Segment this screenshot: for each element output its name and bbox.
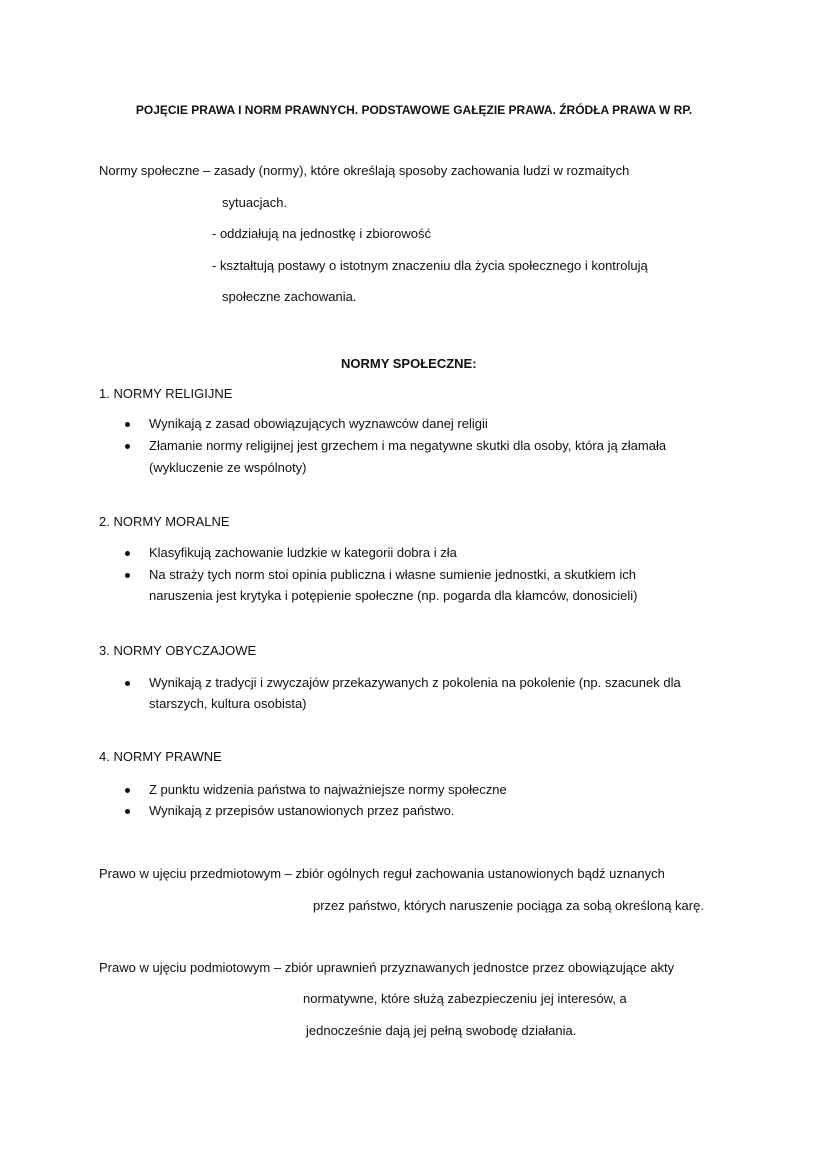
bullet-text: starszych, kultura osobista) bbox=[149, 696, 307, 711]
document-title: POJĘCIE PRAWA I NORM PRAWNYCH. PODSTAWOWE GAŁĘZIE PRAWA. ŹRÓDŁA PRAWA W RP. bbox=[135, 103, 693, 117]
subsection-heading: 2. NORMY MORALNE bbox=[99, 514, 230, 529]
subsection-heading: 3. NORMY OBYCZAJOWE bbox=[99, 643, 257, 658]
subsection-heading: 1. NORMY RELIGIJNE bbox=[99, 386, 233, 401]
definition-line: normatywne, które służą zabezpieczeniu jej interesów, a bbox=[303, 991, 627, 1006]
bullet-icon bbox=[125, 444, 130, 449]
bullet-text: naruszenia jest krytyka i potępienie społeczne (np. pogarda dla kłamców, donosicieli) bbox=[149, 588, 638, 603]
definition-line: Prawo w ujęciu przedmiotowym – zbiór ogólnych reguł zachowania ustanowionych bądź uznanych bbox=[99, 866, 665, 881]
bullet-text: Z punktu widzenia państwa to najważniejsze normy społeczne bbox=[149, 782, 507, 797]
bullet-text: Na straży tych norm stoi opinia publiczna i własne sumienie jednostki, a skutkiem ich bbox=[149, 567, 636, 582]
bullet-text: Złamanie normy religijnej jest grzechem i ma negatywne skutki dla osoby, która ją złamała bbox=[149, 438, 667, 453]
bullet-text: Wynikają z tradycji i zwyczajów przekazywanych z pokolenia na pokolenie (np. szacunek dla bbox=[149, 675, 681, 690]
bullet-icon bbox=[125, 809, 130, 814]
intro-line: sytuacjach. bbox=[222, 195, 288, 210]
bullet-text: (wykluczenie ze wspólnoty) bbox=[149, 460, 307, 475]
bullet-text: Klasyfikują zachowanie ludzkie w kategorii dobra i zła bbox=[149, 545, 457, 560]
bullet-text: Wynikają z zasad obowiązujących wyznawców danej religii bbox=[149, 416, 488, 431]
bullet-icon bbox=[125, 422, 130, 427]
bullet-text: Wynikają z przepisów ustanowionych przez państwo. bbox=[149, 803, 455, 818]
bullet-icon bbox=[125, 551, 130, 556]
intro-line: - oddziałują na jednostkę i zbiorowość bbox=[212, 226, 431, 241]
bullet-icon bbox=[125, 573, 130, 578]
intro-line: Normy społeczne – zasady (normy), które określają sposoby zachowania ludzi w rozmaitych bbox=[99, 163, 630, 178]
definition-line: jednocześnie dają jej pełną swobodę działania. bbox=[306, 1023, 577, 1038]
section-heading: NORMY SPOŁECZNE: bbox=[341, 356, 477, 371]
bullet-icon bbox=[125, 681, 130, 686]
intro-line: społeczne zachowania. bbox=[222, 289, 357, 304]
definition-line: przez państwo, których naruszenie pociąga za sobą określoną karę. bbox=[313, 898, 704, 913]
definition-line: Prawo w ujęciu podmiotowym – zbiór uprawnień przyznawanych jednostce przez obowiązujące akty bbox=[99, 960, 675, 975]
intro-line: - kształtują postawy o istotnym znaczeniu dla życia społecznego i kontrolują bbox=[212, 258, 648, 273]
bullet-icon bbox=[125, 788, 130, 793]
subsection-heading: 4. NORMY PRAWNE bbox=[99, 749, 222, 764]
